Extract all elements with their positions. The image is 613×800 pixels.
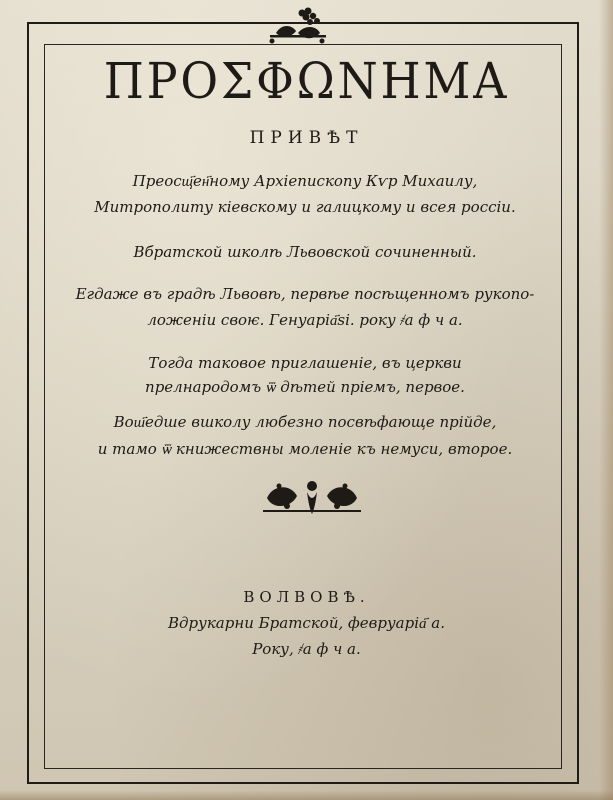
imprint-press: Вдрукарни Братской, февруаріа҃ а. [168, 614, 445, 632]
imprint-city: ВОЛВОВѢ. [243, 588, 370, 606]
part-two-line-1: Вош҃едше вшколу любезно посвѣфающе прійде, [113, 413, 497, 431]
part-two-line-2: и тамо ѿ книжествны моленіе къ немуси, второе. [97, 440, 513, 458]
page-edge-shadow-bottom [0, 790, 613, 800]
page-title: ΠΡΟΣΦΩΝΗΜΑ [103, 52, 510, 110]
floral-ornament-icon [262, 3, 332, 47]
subtitle: ПРИВѢТ [249, 128, 364, 148]
school-line: Вбратской школѣ Львовской сочиненный. [133, 243, 477, 261]
inner-border-frame [44, 44, 562, 769]
dedication-line-2: Митрополиту кіевскому и галицкому и всея россіи. [94, 198, 516, 216]
imprint-year: Року, ҂а ф ч а. [252, 640, 361, 658]
dedication-line-1: Преосщ҃ен҃ному Архіепископу Кѵр Михаилу, [132, 172, 478, 190]
part-one-line-2: прелнародомъ ѿ дѣтей пріемъ, первое. [145, 378, 465, 396]
part-one-line-1: Тогда таковое приглашеніе, въ церкви [148, 354, 462, 372]
occasion-line-2: ложеніи своѥ. Генуаріа҃ѕі. року ҂а ф ч а. [147, 311, 463, 329]
page-edge-shadow [599, 0, 613, 800]
floral-ornament-icon [257, 474, 367, 520]
occasion-line-1: Егдаже въ градѣ Львовѣ, первѣе посѣщенномъ рукопо- [75, 285, 535, 303]
